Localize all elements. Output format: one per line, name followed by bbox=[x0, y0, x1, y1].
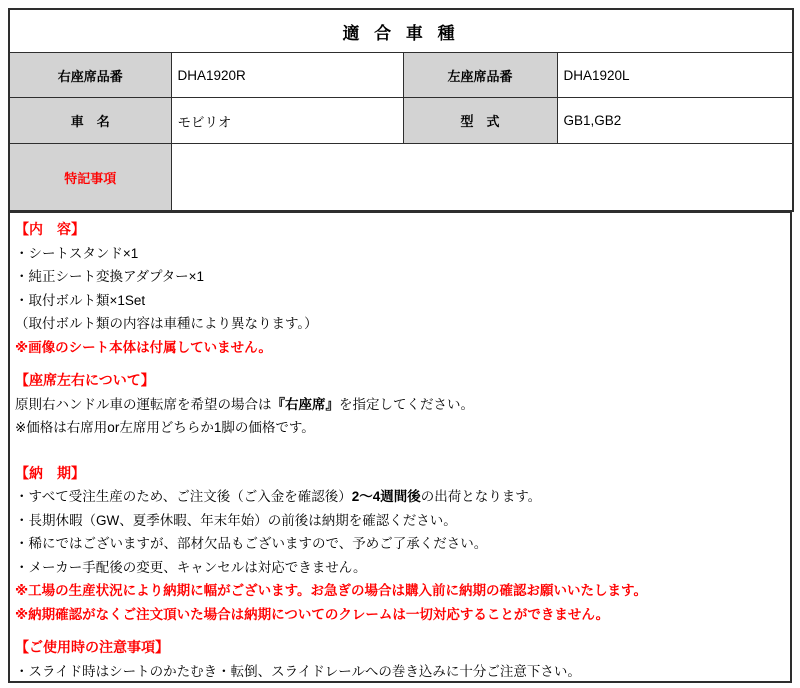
content-line bbox=[15, 312, 782, 336]
text-segment: 『右座席』 bbox=[271, 396, 339, 412]
text-segment: ※価格は右席用or左席用どちらか1脚の価格です。 bbox=[15, 420, 315, 435]
section-heading: 【座席左右について】 bbox=[15, 372, 155, 388]
section-heading: 【ご使用時の注意事項】 bbox=[15, 639, 169, 655]
content-line bbox=[15, 660, 782, 684]
model-code-label: 型 式 bbox=[403, 98, 557, 144]
content-line bbox=[15, 509, 782, 533]
fitment-table-title: 適 合 車 種 bbox=[9, 9, 793, 53]
text-segment: ※画像のシート本体は付属していません。 bbox=[15, 339, 272, 355]
left-seat-part-label: 左座席品番 bbox=[403, 53, 557, 98]
content-line bbox=[15, 579, 782, 603]
right-seat-part-label: 右座席品番 bbox=[9, 53, 171, 98]
content-line bbox=[15, 485, 782, 509]
car-name-label: 車 名 bbox=[9, 98, 171, 144]
text-segment: ・すべて受注生産のため、ご注文後（ご入金を確認後） bbox=[15, 489, 352, 504]
text-segment: ・シートスタンド×1 bbox=[15, 245, 139, 261]
content-line bbox=[15, 416, 782, 440]
left-seat-part-value: DHA1920L bbox=[557, 53, 793, 98]
content-line bbox=[15, 393, 782, 417]
text-segment: の出荷となります。 bbox=[420, 489, 542, 504]
fitment-table bbox=[8, 8, 794, 212]
text-segment: ・純正シート変換アダプター×1 bbox=[15, 269, 205, 284]
content-section bbox=[15, 636, 782, 683]
text-segment: ・長期休暇（GW、夏季休暇、年末年始）の前後は納期を確認ください。 bbox=[15, 512, 457, 528]
product-info-panel bbox=[8, 8, 792, 683]
section-heading: 【内 容】 bbox=[15, 221, 85, 237]
content-sections bbox=[8, 212, 792, 683]
car-name-value: モビリオ bbox=[171, 98, 403, 144]
text-segment: （取付ボルト類の内容は車種により異なります。） bbox=[15, 316, 318, 331]
content-line bbox=[15, 532, 782, 556]
content-line bbox=[15, 242, 782, 266]
content-line bbox=[15, 556, 782, 580]
content-line bbox=[15, 603, 782, 627]
content-line bbox=[15, 265, 782, 289]
text-segment: ・メーカー手配後の変更、キャンセルは対応できません。 bbox=[15, 559, 367, 575]
content-section bbox=[15, 218, 782, 359]
content-line bbox=[15, 289, 782, 313]
text-segment: ※納期確認がなくご注文頂いた場合は納期についてのクレームは一切対応することができません。 bbox=[15, 606, 610, 622]
content-section bbox=[15, 369, 782, 440]
model-code-value: GB1,GB2 bbox=[557, 98, 793, 144]
text-segment: 原則右ハンドル車の運転席を希望の場合は bbox=[15, 396, 272, 412]
text-segment: 2～4週間後 bbox=[351, 489, 421, 504]
text-segment: ※工場の生産状況により納期に幅がございます。お急ぎの場合は購入前に納期の確認お願いいたします。 bbox=[15, 583, 647, 598]
right-seat-part-value: DHA1920R bbox=[171, 53, 403, 98]
text-segment: を指定してください。 bbox=[339, 396, 474, 412]
content-line bbox=[15, 336, 782, 360]
content-section bbox=[15, 462, 782, 627]
text-segment: ・取付ボルト類×1Set bbox=[15, 292, 146, 308]
special-notes-label: 特記事項 bbox=[9, 144, 171, 212]
text-segment: ・稀にではございますが、部材欠品もございますので、予めご了承ください。 bbox=[15, 536, 488, 551]
text-segment: ・スライド時はシートのかたむき・転倒、スライドレールへの巻き込みに十分ご注意下さい。 bbox=[15, 663, 581, 679]
section-heading: 【納 期】 bbox=[15, 464, 85, 481]
special-notes-value bbox=[171, 144, 793, 212]
